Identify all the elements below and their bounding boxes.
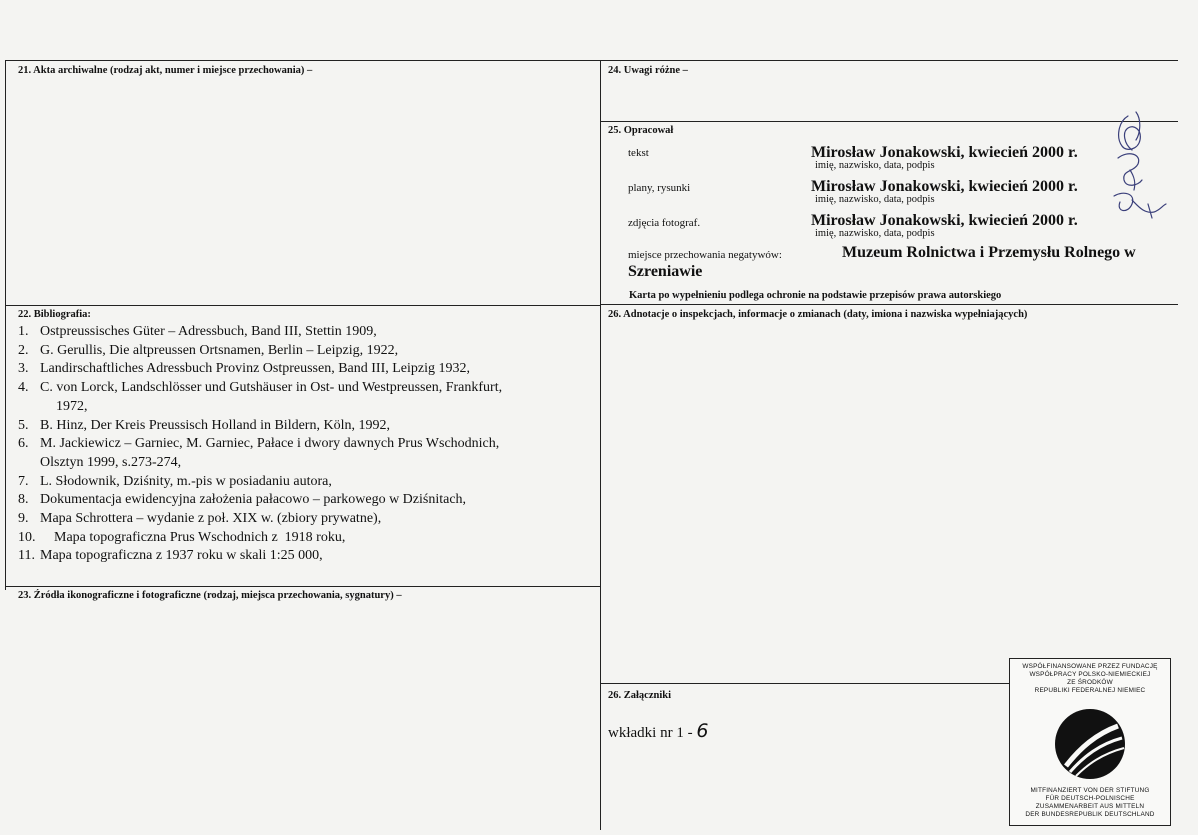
copyright-note: Karta po wypełnieniu podlega ochronie na podstawie przepisów prawa autorskiego <box>629 290 1002 301</box>
bibliography-item-continued: Olsztyn 1999, s.273-274, <box>40 454 182 470</box>
attachments-printed: wkładki nr 1 - <box>608 725 697 741</box>
bibliography-item: 4. C. von Lorck, Landschlösser und Gutshäuser in Ost- und Westpreussen, Frankfurt, <box>18 380 503 396</box>
logo-line: MITFINANZIERT VON DER STIFTUNG <box>1030 787 1150 794</box>
section-21-header: 21. Akta archiwalne (rodzaj akt, numer i miejsce przechowania) – <box>18 65 313 76</box>
sponsor-logo <box>1009 658 1171 826</box>
divider-21-22-left <box>5 305 600 306</box>
attachments-content <box>608 720 708 742</box>
form-top-border <box>5 60 1178 61</box>
section-26-attachments-header: 26. Załączniki <box>608 690 672 701</box>
form-center-divider <box>600 60 601 830</box>
section-24-header: 24. Uwagi różne – <box>608 65 688 76</box>
logo-line: FÜR DEUTSCH-POLNISCHE <box>1045 795 1135 802</box>
bibliography-item: 2. G. Gerullis, Die altpreussen Ortsnamen, Berlin – Leipzig, 1922, <box>18 342 399 358</box>
handwritten-signature-icon <box>1108 110 1170 230</box>
author-row-value: Mirosław Jonakowski, kwiecień 2000 r. <box>811 212 1078 229</box>
section-22-header: 22. Bibliografia: <box>18 309 91 320</box>
author-row-label: tekst <box>628 147 649 159</box>
author-row-caption: imię, nazwisko, data, podpis <box>815 160 935 171</box>
negatives-value: Muzeum Rolnictwa i Przemysłu Rolnego w <box>842 244 1136 261</box>
bibliography-list <box>18 323 502 566</box>
negatives-value-continued: Szreniawie <box>628 263 703 280</box>
logo-line: ZE ŚRODKÓW <box>1067 679 1113 686</box>
attachments-handwritten: 6 <box>696 720 709 742</box>
bibliography-item: 7. L. Słodownik, Dziśnity, m.-pis w posiadaniu autora, <box>18 473 332 489</box>
section-23-header: 23. Źródła ikonograficzne i fotograficzne (rodzaj, miejsca przechowania, sygnatury) – <box>18 590 402 601</box>
bibliography-item: 9. Mapa Schrottera – wydanie z poł. XIX w. (zbiory prywatne), <box>18 511 382 527</box>
negatives-label: miejsce przechowania negatywów: <box>628 249 782 261</box>
divider-25-26 <box>600 304 1178 305</box>
author-row-caption: imię, nazwisko, data, podpis <box>815 194 935 205</box>
bibliography-item: 6. M. Jackiewicz – Garniec, M. Garniec, Pałace i dwory dawnych Prus Wschodnich, <box>18 436 500 452</box>
author-row-value: Mirosław Jonakowski, kwiecień 2000 r. <box>811 144 1078 161</box>
circle-emblem-icon <box>1054 708 1126 780</box>
author-row-value: Mirosław Jonakowski, kwiecień 2000 r. <box>811 178 1078 195</box>
bibliography-item: 3. Landirschaftliches Adressbuch Provinz Ostpreussen, Band III, Leipzig 1932, <box>18 361 471 377</box>
bibliography-item: 8. Dokumentacja ewidencyjna założenia pałacowo – parkowego w Dziśnitach, <box>18 492 467 508</box>
bibliography-item: 5. B. Hinz, Der Kreis Preussisch Holland in Bildern, Köln, 1992, <box>18 417 390 433</box>
logo-line: REPUBLIKI FEDERALNEJ NIEMIEC <box>1034 687 1146 694</box>
author-row-label: plany, rysunki <box>628 182 691 194</box>
bibliography-item-continued: 1972, <box>56 398 88 414</box>
bibliography-item: 1. Ostpreussisches Güter – Adressbuch, Band III, Stettin 1909, <box>18 324 377 339</box>
divider-24-25 <box>600 121 1178 122</box>
author-row-label: zdjęcia fotograf. <box>628 217 701 229</box>
section-26-annotations-header: 26. Adnotacje o inspekcjach, informacje o zmianach (daty, imiona i nazwiska wypełniających) <box>608 309 1028 320</box>
author-row-caption: imię, nazwisko, data, podpis <box>815 228 935 239</box>
form-left-border <box>5 60 6 590</box>
bibliography-item: 10. Mapa topograficzna Prus Wschodnich z 1918 roku, <box>18 529 346 545</box>
divider-22-23 <box>5 586 600 587</box>
divider-26-zalaczniki <box>600 683 1010 684</box>
bibliography-item: 11. Mapa topograficzna z 1937 roku w skali 1:25 000, <box>18 548 323 564</box>
logo-line: WSPÓŁFINANSOWANE PRZEZ FUNDACJĘ <box>1022 663 1158 670</box>
logo-line: DER BUNDESREPUBLIK DEUTSCHLAND <box>1025 811 1155 818</box>
logo-line: ZUSAMMENARBEIT AUS MITTELN <box>1035 803 1145 810</box>
section-25-header: 25. Opracował <box>608 125 674 136</box>
logo-line: WSPÓŁPRACY POLSKO-NIEMIECKIEJ <box>1029 671 1151 678</box>
